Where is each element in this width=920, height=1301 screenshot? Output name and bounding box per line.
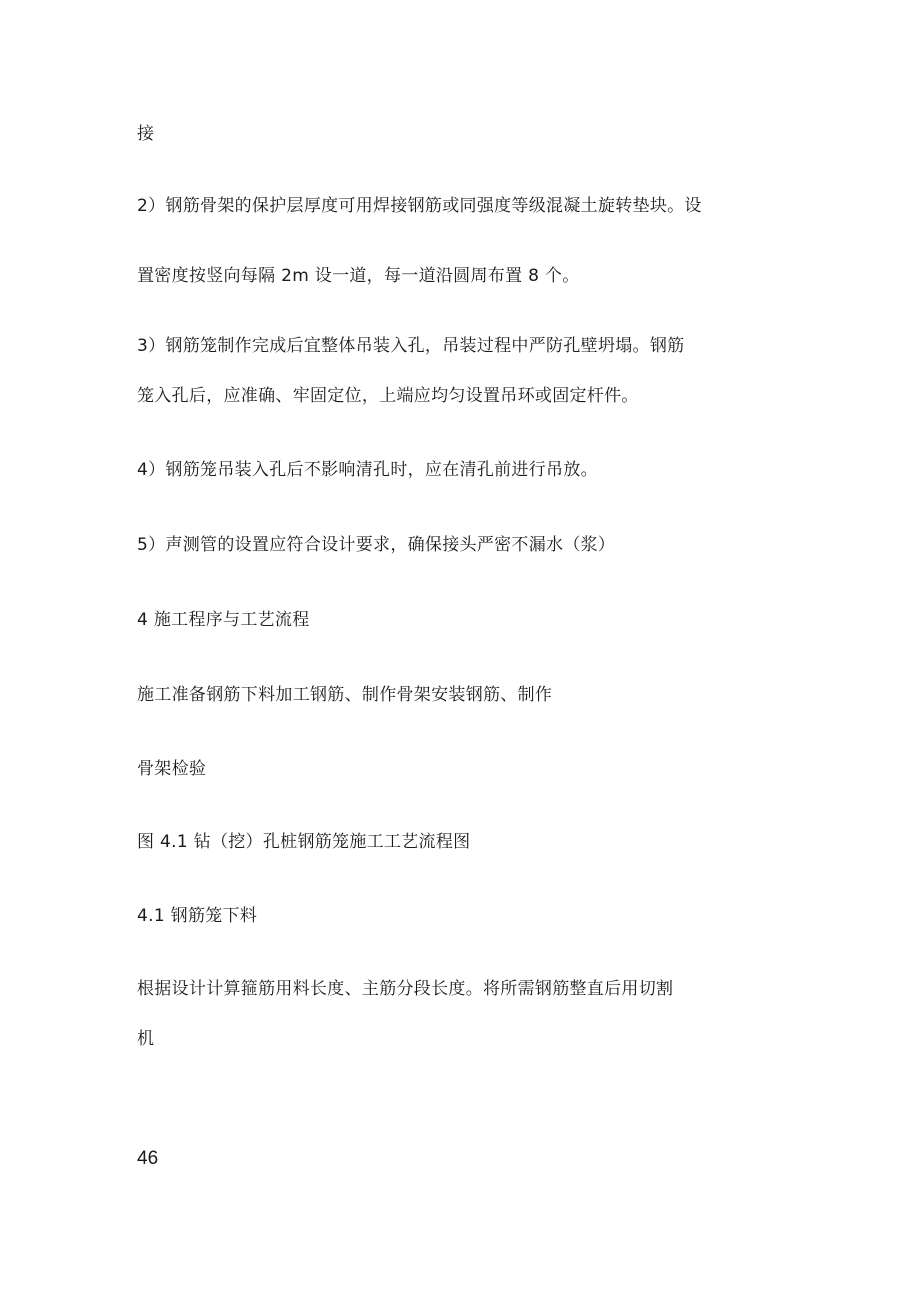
text-line: 3）钢筋笼制作完成后宜整体吊装入孔，吊装过程中严防孔壁坍塌。钢筋: [137, 336, 685, 356]
text-line: 笼入孔后，应准确、牢固定位，上端应均匀设置吊环或固定杆件。: [137, 386, 639, 406]
text-line: 4）钢筋笼吊装入孔后不影响清孔时，应在清孔前进行吊放。: [137, 460, 598, 480]
text-line: 接: [137, 124, 155, 144]
subsection-heading: 4.1 钢筋笼下料: [137, 906, 258, 926]
text-line: 机: [137, 1029, 155, 1049]
text-line: 2）钢筋骨架的保护层厚度可用焊接钢筋或同强度等级混凝土旋转垫块。设: [137, 196, 702, 216]
page-number: 46: [137, 1148, 159, 1169]
text-line: 施工准备钢筋下料加工钢筋、制作骨架安装钢筋、制作: [137, 685, 553, 705]
text-line: 5）声测管的设置应符合设计要求，确保接头严密不漏水（浆）: [137, 535, 616, 555]
section-heading: 4 施工程序与工艺流程: [137, 610, 310, 630]
text-line: 根据设计计算箍筋用料长度、主筋分段长度。将所需钢筋整直后用切割: [137, 979, 674, 999]
text-line: 置密度按竖向每隔 2m 设一道，每一道沿圆周布置 8 个。: [137, 266, 580, 286]
text-line: 骨架检验: [137, 759, 207, 779]
figure-caption: 图 4.1 钻（挖）孔桩钢筋笼施工工艺流程图: [137, 832, 471, 852]
